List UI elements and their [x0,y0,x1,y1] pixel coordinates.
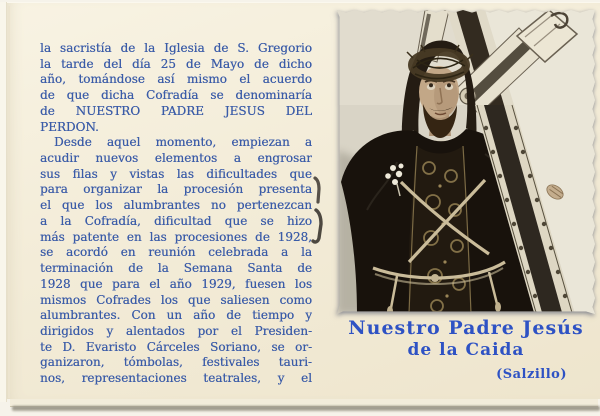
text-line: dirigidos y alentados por el Presiden- [40,323,312,338]
text-line: te D. Evaristo Cárceles Soriano, se or- [40,339,312,354]
page-left-edge [0,2,7,402]
text-line: de NUESTRO PADRE JESUS DEL [40,103,312,118]
caption-credit: (Salzillo) [496,367,567,382]
caption-title-line1: Nuestro Padre Jesús [348,317,584,339]
booklet-page [5,2,600,399]
page-bottom-shadow [12,406,600,411]
page-left-edge-line [8,6,10,398]
text-line: el que los alumbrantes no pertenezcan [40,198,312,213]
photo-caption [337,317,595,361]
text-line: la tarde del día 25 de Mayo de dicho [40,56,312,71]
text-line: terminación de la Semana Santa de [40,261,312,276]
text-line: sus filas y vistas las dificultades que [40,166,312,181]
text-line: se acordó en reunión celebrada a la [40,245,312,260]
caption-title-line2: de la Caida [407,340,525,360]
text-line: ganizaron, tómbolas, festivales tauri- [40,355,312,370]
staple-icon [306,173,328,249]
text-line: PERDON. [40,119,99,134]
text-line: más patente en las procesiones de 1928, [40,229,312,244]
text-line: alumbrantes. Con un año de tiempo y [40,308,312,323]
text-line: la sacristía de la Iglesia de S. Gregorio [40,41,312,55]
body-text [40,41,312,387]
text-line: para organizar la procesión presenta [40,182,312,197]
text-line: nos, representaciones teatrales, y el [40,371,312,386]
text-line: 1928 que para el año 1929, fuesen los [40,276,312,291]
text-line: a la Cofradía, dificultad que se hizo [40,213,312,228]
text-line: Desde aquel momento, empiezan a [54,135,312,150]
photograph [337,10,595,314]
text-line: acudir nuevos elementos a engrosar [40,151,312,166]
text-line: año, tomándose así mismo el acuerdo [40,72,312,87]
text-line: mismos Cofrades los que saliesen como [40,292,312,307]
text-line: de que dicha Cofradía se denominaría [40,88,312,103]
